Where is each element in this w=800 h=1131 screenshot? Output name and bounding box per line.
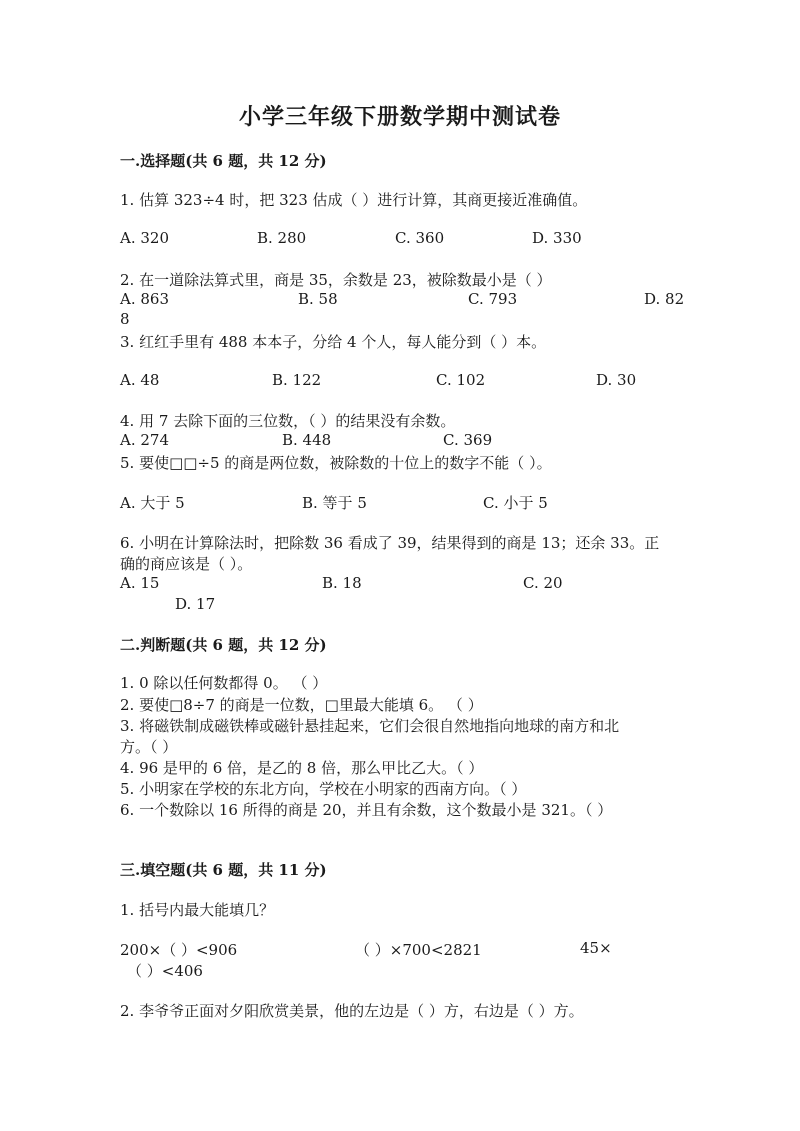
option-d: D. 82 — [644, 290, 685, 308]
judge-item: 1. 0 除以任何数都得 0。 （ ） — [120, 674, 328, 692]
judge-item: 5. 小明家在学校的东北方向，学校在小明家的西南方向。（ ） — [120, 780, 527, 798]
option-c: C. 369 — [443, 431, 493, 449]
judge-item: 2. 要使□8÷7 的商是一位数，□里最大能填 6。 （ ） — [120, 696, 483, 714]
fill-blank-expression: 200×（ ）<906 — [120, 941, 238, 959]
question-text: 1. 括号内最大能填几？ — [120, 901, 275, 919]
option-c: C. 小于 5 — [483, 494, 548, 512]
option-a: A. 274 — [120, 431, 169, 449]
question-text: 3. 红红手里有 488 本本子，分给 4 个人，每人能分到（ ）本。 — [120, 333, 547, 351]
fill-blank-expression-continued: （ ）<406 — [127, 962, 203, 980]
option-d: D. 17 — [175, 595, 216, 613]
fill-blank-expression: 45× — [580, 939, 612, 957]
option-a: A. 大于 5 — [120, 494, 185, 512]
fill-blank-expression: （ ）×700<2821 — [355, 941, 482, 959]
option-b: B. 122 — [272, 371, 322, 389]
judge-item: 4. 96 是甲的 6 倍，是乙的 8 倍，那么甲比乙大。（ ） — [120, 759, 484, 777]
option-c: C. 793 — [468, 290, 518, 308]
question-text: 1. 估算 323÷4 时，把 323 估成（ ）进行计算，其商更接近准确值。 — [120, 191, 588, 209]
option-b: B. 等于 5 — [302, 494, 367, 512]
option-c: C. 102 — [436, 371, 486, 389]
option-d: D. 330 — [532, 229, 582, 247]
option-a: A. 320 — [120, 229, 169, 247]
option-d-wrap: 8 — [120, 310, 130, 328]
option-b: B. 58 — [298, 290, 338, 308]
section-heading-judge: 二.判断题(共 6 题，共 12 分) — [120, 636, 327, 654]
option-b: B. 448 — [282, 431, 332, 449]
question-text: 4. 用 7 去除下面的三位数，（ ）的结果没有余数。 — [120, 412, 456, 430]
section-heading-choice: 一.选择题(共 6 题，共 12 分) — [120, 152, 327, 170]
option-b: B. 18 — [322, 574, 362, 592]
judge-item: 3. 将磁铁制成磁铁棒或磁针悬挂起来，它们会很自然地指向地球的南方和北 — [120, 717, 620, 735]
option-a: A. 15 — [120, 574, 160, 592]
question-text: 2. 李爷爷正面对夕阳欣赏美景，他的左边是（ ）方，右边是（ ）方。 — [120, 1002, 584, 1020]
judge-item: 6. 一个数除以 16 所得的商是 20，并且有余数，这个数最小是 321。（ ） — [120, 801, 613, 819]
question-text: 5. 要使□□÷5 的商是两位数，被除数的十位上的数字不能（ ）。 — [120, 454, 552, 472]
option-b: B. 280 — [257, 229, 307, 247]
option-c: C. 360 — [395, 229, 445, 247]
page-title: 小学三年级下册数学期中测试卷 — [238, 104, 561, 130]
question-text: 2. 在一道除法算式里，商是 35，余数是 23，被除数最小是（ ） — [120, 271, 552, 289]
option-d: D. 30 — [596, 371, 637, 389]
option-a: A. 863 — [120, 290, 169, 308]
judge-item-continued: 方。（ ） — [120, 738, 178, 756]
section-heading-fill: 三.填空题(共 6 题，共 11 分) — [120, 861, 327, 879]
question-text: 6. 小明在计算除法时，把除数 36 看成了 39，结果得到的商是 13；还余 33。正 — [120, 534, 660, 552]
option-c: C. 20 — [523, 574, 563, 592]
option-a: A. 48 — [120, 371, 160, 389]
question-text-continued: 确的商应该是（ ）。 — [120, 555, 253, 573]
